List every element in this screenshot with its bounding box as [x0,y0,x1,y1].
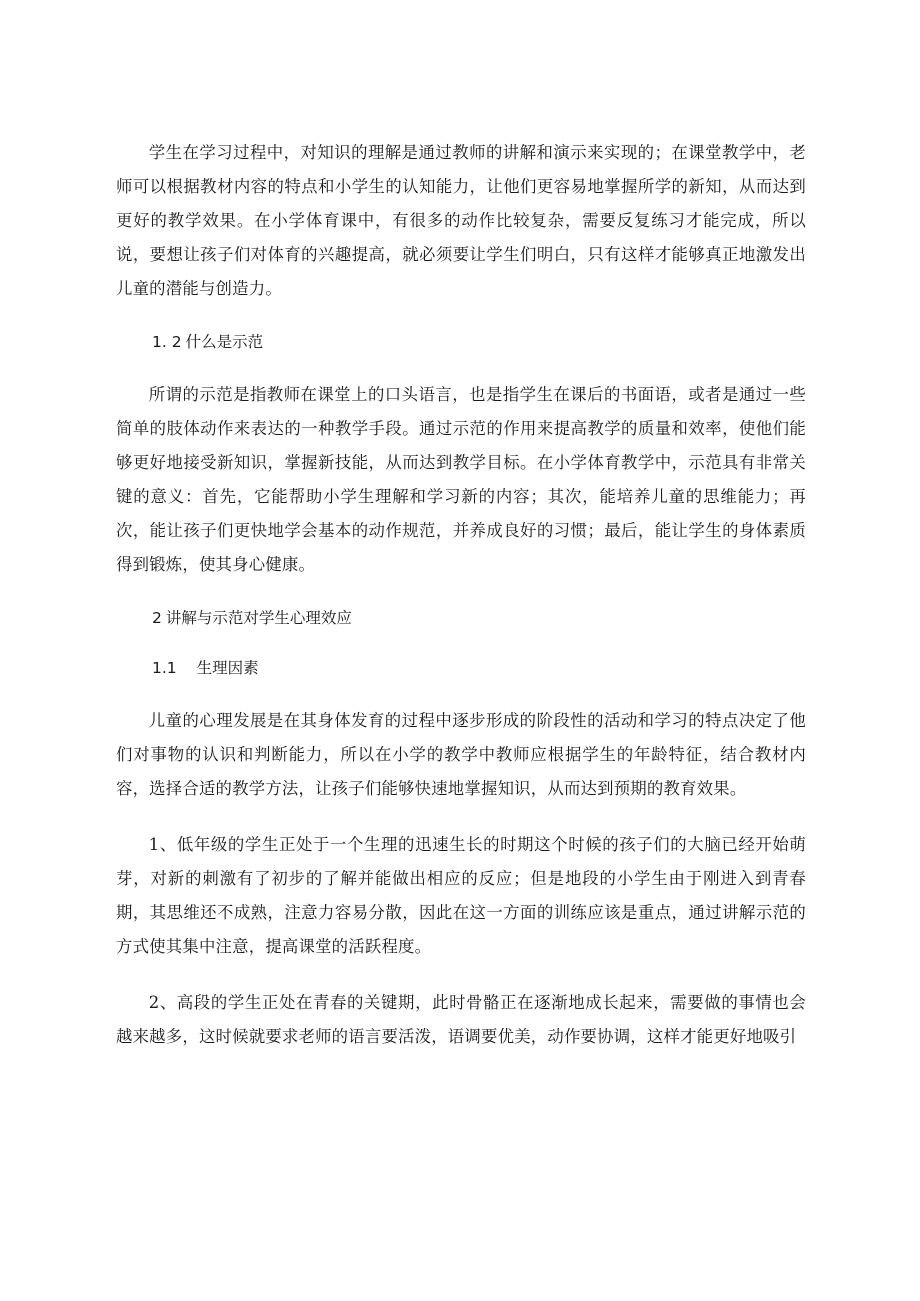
paragraph-lower-grades: 1、低年级的学生正处于一个生理的迅速生长的时期这个时候的孩子们的大脑已经开始萌芽，对新的刺激有了初步的了解并能做出相应的反应；但是地段的小学生由于刚进入到青春期，其思维还不成熟，注意力容易分散，因此在这一方面的训练应该是重点，通过讲解示范的方式使其集中注意，提高课堂的活跃程度。 [116,835,806,956]
subsection-heading-1-1 [152,654,806,682]
document-body [116,136,806,1076]
paragraph-physiological-factors: 儿童的心理发展是在其身体发育的过程中逐步形成的阶段性的活动和学习的特点决定了他们对事物的认识和判断能力，所以在小学的教学中教师应根据学生的年龄特征，结合教材内容，选择合适的教学方法，让孩子们能够快速地掌握知识，从而达到预期的教育效果。 [116,711,806,798]
paragraph-demonstration-definition: 所谓的示范是指教师在课堂上的口头语言，也是指学生在课后的书面语，或者是通过一些简单的肢体动作来表达的一种教学手段。通过示范的作用来提高教学的质量和效率，使他们能够更好地接受新知识，掌握新技能，从而达到教学目标。在小学体育教学中，示范具有非常关键的意义：首先，它能帮助小学生理解和学习新的内容；其次，能培养儿童的思维能力；再次，能让孩子们更快地学会基本的动作规范，并养成良好的习惯；最后，能让学生的身体素质得到锻炼，使其身心健康。 [116,385,806,574]
section-title: 什么是示范 [185,333,264,351]
paragraph-intro: 学生在学习过程中，对知识的理解是通过教师的讲解和演示来实现的；在课堂教学中，老师可以根据教材内容的特点和小学生的认知能力，让他们更容易地掌握所学的新知，从而达到更好的教学效果。在小学体育课中，有很多的动作比较复杂，需要反复练习才能完成，所以说，要想让孩子们对体育的兴趣提高，就必须要让学生们明白，只有这样才能够真正地激发出儿童的潜能与创造力。 [116,143,806,298]
subsection-number: 1.1 [152,659,177,677]
section-heading-2 [152,604,806,632]
subsection-title: 生理因素 [196,659,259,677]
section-title: 讲解与示范对学生心理效应 [165,609,352,627]
section-number: 2 [152,609,162,627]
paragraph-upper-grades: 2、高段的学生正处在青春的关键期，此时骨骼正在逐渐地成长起来，需要做的事情也会越来越多，这时候就要求老师的语言要活泼，语调要优美，动作要协调，这样才能更好地吸引 [116,993,806,1046]
section-number: 1. 2 [152,333,182,351]
section-heading-1-2 [152,328,806,356]
